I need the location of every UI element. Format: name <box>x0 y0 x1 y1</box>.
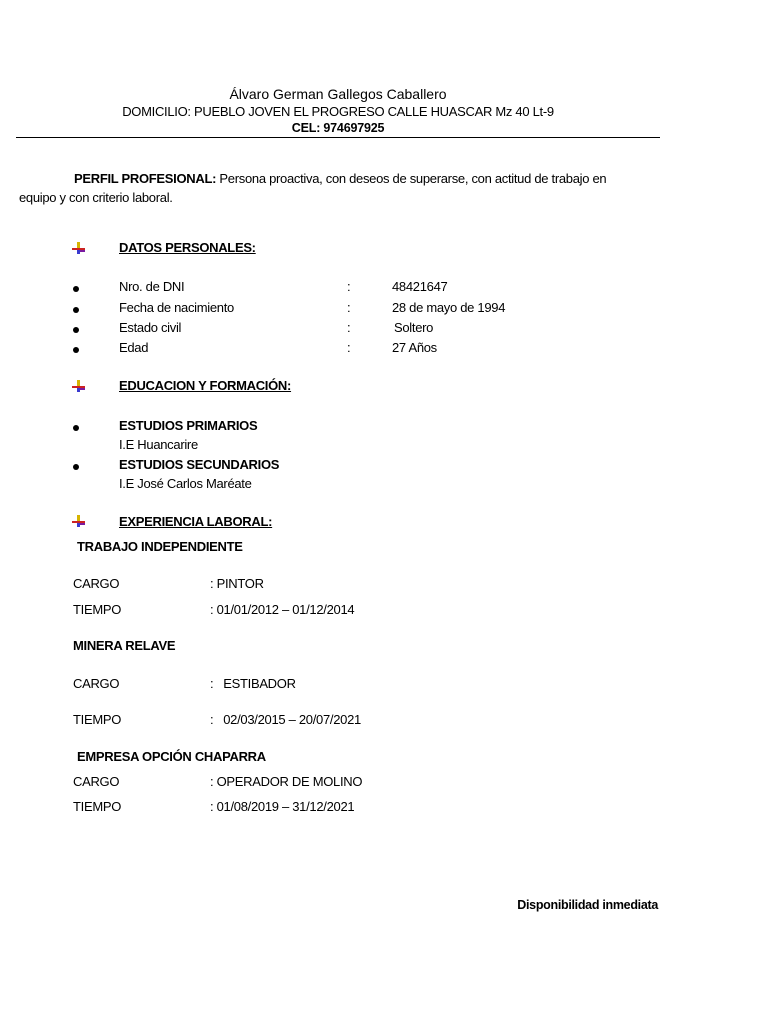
profile-label: PERFIL PROFESIONAL: <box>74 171 217 186</box>
bullet-age <box>73 347 79 353</box>
job-cargo-label: CARGO <box>73 576 120 591</box>
job-tiempo-value: : 01/08/2019 – 31/12/2021 <box>210 799 355 814</box>
availability-note: Disponibilidad inmediata <box>517 898 658 912</box>
job-company: TRABAJO INDEPENDIENTE <box>77 539 243 554</box>
bullet-birthdate <box>73 307 79 313</box>
profile-text-line2: equipo y con criterio laboral. <box>19 190 173 205</box>
primary-studies-school: I.E Huancarire <box>119 437 198 452</box>
job-tiempo-label: TIEMPO <box>73 712 122 727</box>
job-company: EMPRESA OPCIÓN CHAPARRA <box>77 749 266 764</box>
civil-status-label: Estado civil <box>119 320 182 335</box>
section-marker-icon <box>72 515 86 527</box>
bullet-primary-studies <box>73 425 79 431</box>
dni-label: Nro. de DNI <box>119 279 185 294</box>
job-cargo-label: CARGO <box>73 676 120 691</box>
job-tiempo-value: : 02/03/2015 – 20/07/2021 <box>210 712 361 727</box>
dni-sep: : <box>347 279 351 294</box>
birthdate-sep: : <box>347 300 351 315</box>
section-marker-icon <box>72 380 86 392</box>
bullet-civil-status <box>73 327 79 333</box>
job-company: MINERA RELAVE <box>73 638 176 653</box>
job-tiempo-label: TIEMPO <box>73 799 122 814</box>
job-cargo-value: : ESTIBADOR <box>210 676 296 691</box>
experience-heading: EXPERIENCIA LABORAL: <box>119 514 273 529</box>
secondary-studies-title: ESTUDIOS SECUNDARIOS <box>119 457 280 472</box>
profile-text-line1: Persona proactiva, con deseos de superarse, con actitud de trabajo en <box>216 171 607 186</box>
birthdate-label: Fecha de nacimiento <box>119 300 234 315</box>
address-line: DOMICILIO: PUEBLO JOVEN EL PROGRESO CALLE HUASCAR Mz 40 Lt-9 <box>122 104 554 119</box>
age-sep: : <box>347 340 351 355</box>
birthdate-value: 28 de mayo de 1994 <box>392 300 506 315</box>
job-cargo-value: : PINTOR <box>210 576 264 591</box>
section-marker-icon <box>72 242 86 254</box>
job-tiempo-value: : 01/01/2012 – 01/12/2014 <box>210 602 355 617</box>
age-label: Edad <box>119 340 149 355</box>
job-cargo-label: CARGO <box>73 774 120 789</box>
education-heading: EDUCACION Y FORMACIÓN: <box>119 378 292 393</box>
secondary-studies-school: I.E José Carlos Maréate <box>119 476 252 491</box>
dni-value: 48421647 <box>392 279 448 294</box>
header-divider <box>16 137 660 138</box>
profile-paragraph-line1 <box>74 171 606 186</box>
bullet-dni <box>73 286 79 292</box>
personal-data-heading: DATOS PERSONALES: <box>119 240 256 255</box>
phone-line: CEL: 974697925 <box>291 121 385 135</box>
civil-status-sep: : <box>347 320 351 335</box>
bullet-secondary-studies <box>73 464 79 470</box>
age-value: 27 Años <box>392 340 437 355</box>
primary-studies-title: ESTUDIOS PRIMARIOS <box>119 418 258 433</box>
civil-status-value: Soltero <box>394 320 434 335</box>
candidate-name: Álvaro German Gallegos Caballero <box>229 86 447 102</box>
job-tiempo-label: TIEMPO <box>73 602 122 617</box>
job-cargo-value: : OPERADOR DE MOLINO <box>210 774 363 789</box>
